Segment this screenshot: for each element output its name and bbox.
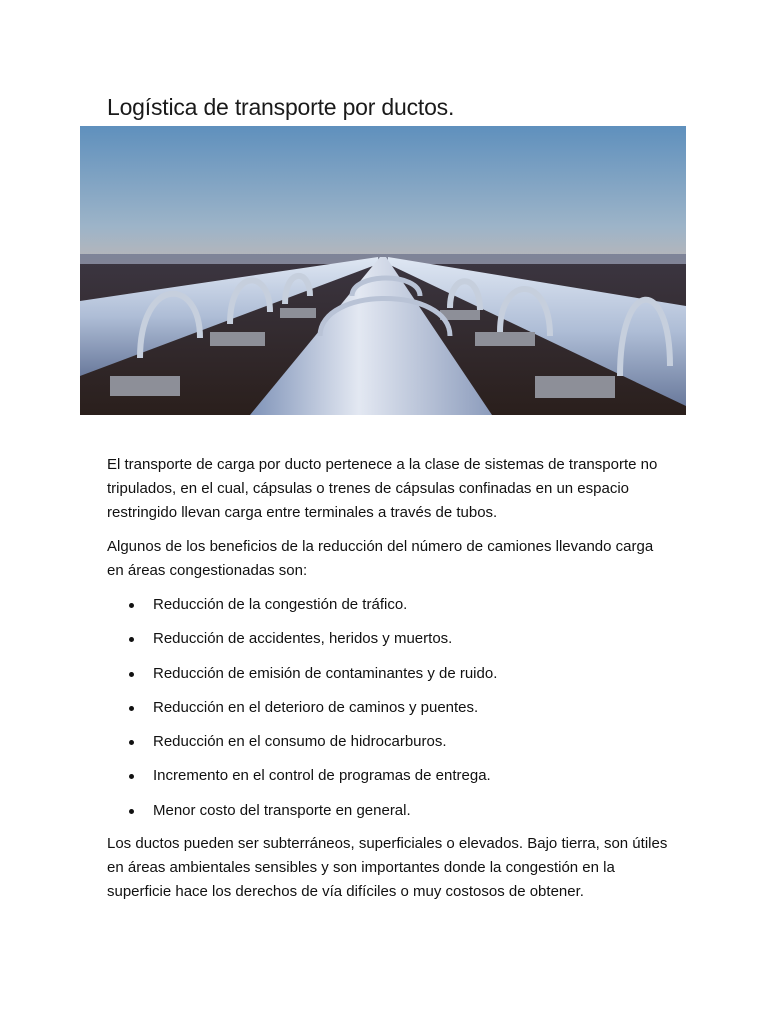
list-item-text: Reducción de accidentes, heridos y muertos. <box>153 630 453 648</box>
bullet-icon <box>129 672 134 677</box>
benefits-intro-paragraph: Algunos de los beneficios de la reducción del número de camiones llevando carga en áreas congestionadas son: <box>107 538 654 579</box>
page-title: Logística de transporte por ductos. <box>107 94 455 120</box>
list-item-text: Incremento en el control de programas de entrega. <box>153 767 491 785</box>
bullet-icon <box>129 603 134 608</box>
list-item <box>107 627 672 661</box>
list-item <box>107 730 672 764</box>
list-item-text: Reducción de la congestión de tráfico. <box>153 596 408 613</box>
pipeline-photo <box>80 126 686 415</box>
list-item <box>107 799 672 833</box>
list-item <box>107 696 672 730</box>
bullet-icon <box>129 637 134 642</box>
list-item <box>107 593 672 627</box>
list-item-text: Reducción en el consumo de hidrocarburos. <box>153 733 447 751</box>
list-item <box>107 764 672 798</box>
closing-paragraph: Los ductos pueden ser subterráneos, superficiales o elevados. Bajo tierra, son útiles en áreas ambientales sensibles y son importantes donde la congestión en la superficie hace los derechos de vía difíciles o muy costosos de obtener. <box>107 835 668 900</box>
intro-paragraph: El transporte de carga por ducto pertenece a la clase de sistemas de transporte no tripulados, en el cual, cápsulas o trenes de cápsulas confinadas en un espacio restringido llevan carga entre terminales a través de tubos. <box>107 456 658 521</box>
list-item-text: Menor costo del transporte en general. <box>153 801 411 819</box>
benefits-list <box>107 593 672 833</box>
bullet-icon <box>129 774 134 779</box>
bullet-icon <box>129 740 134 745</box>
bullet-icon <box>129 706 134 711</box>
list-item-text: Reducción de emisión de contaminantes y de ruido. <box>153 664 498 682</box>
list-item <box>107 662 672 696</box>
list-item-text: Reducción en el deterioro de caminos y puentes. <box>153 698 479 716</box>
bullet-icon <box>129 809 134 814</box>
